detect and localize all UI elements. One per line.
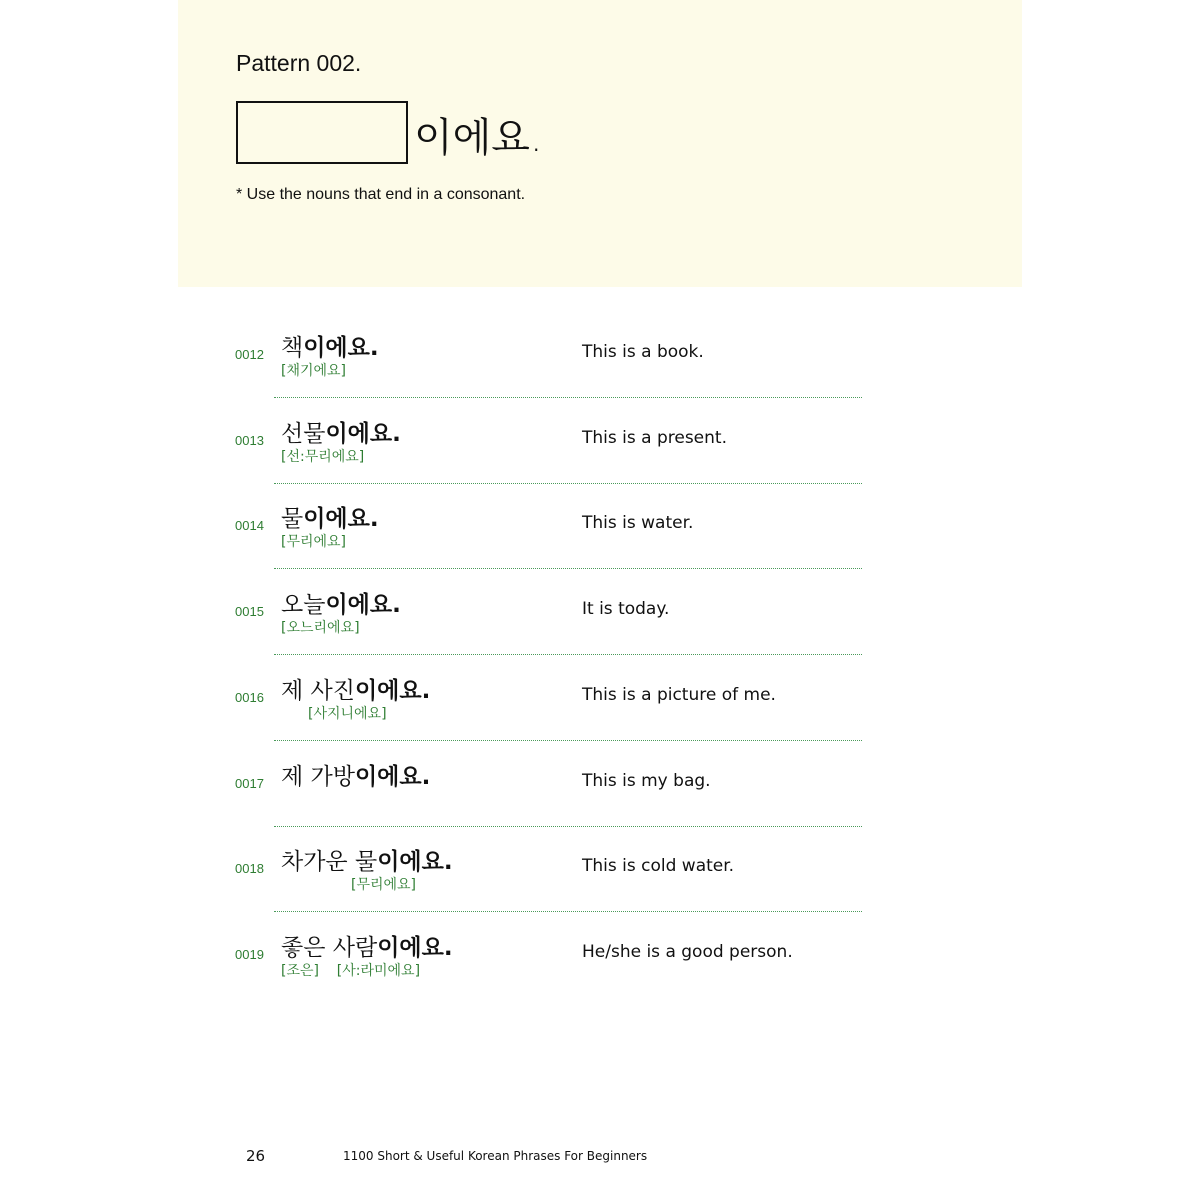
phrase-row (0, 664, 1200, 750)
korean-noun: 선물 (281, 420, 326, 447)
phrase-number: 0012 (235, 347, 264, 362)
english-translation: This is a picture of me. (582, 684, 776, 705)
english-translation: This is water. (582, 513, 694, 534)
phrase-number: 0017 (235, 775, 264, 791)
pattern-note: * Use the nouns that end in a consonant. (236, 186, 526, 203)
pattern-title: Pattern 002. (236, 50, 362, 76)
row-divider (274, 568, 862, 569)
korean-ending: 이에요. (303, 335, 379, 361)
korean-ending: 이에요. (325, 592, 401, 619)
phrase-row (0, 835, 1200, 921)
korean-ending: 이에요. (354, 763, 431, 790)
korean-phrase (281, 415, 401, 448)
korean-phrase (281, 329, 379, 362)
korean-ending: 이에요. (325, 420, 401, 447)
korean-phrase (281, 500, 379, 533)
phrase-number: 0014 (235, 518, 264, 534)
phrase-number: 0015 (235, 604, 264, 620)
pronunciation: [채기에요] (281, 363, 347, 379)
phrase-number: 0019 (235, 946, 264, 962)
korean-ending: 이에요. (303, 506, 379, 533)
row-divider (274, 654, 862, 655)
phrase-row (0, 407, 1200, 493)
korean-noun: 물 (281, 506, 304, 533)
korean-phrase (281, 929, 453, 962)
korean-noun: 제 가방 (281, 763, 355, 790)
page-number: 26 (246, 1147, 266, 1165)
phrase-row (0, 921, 1200, 1007)
phrase-number: 0018 (235, 861, 264, 877)
english-translation: He/she is a good person. (582, 941, 793, 962)
english-translation: It is today. (582, 599, 670, 620)
phrase-row (0, 321, 1200, 407)
pronunciation: [사지니에요] (308, 705, 387, 722)
english-translation: This is a book. (582, 342, 704, 362)
korean-ending: 이에요. (354, 677, 431, 704)
korean-phrase (281, 586, 401, 619)
pattern-suffix: 이에요. (414, 115, 543, 161)
row-divider (274, 911, 862, 912)
pronunciation: [무리에요] (281, 534, 347, 551)
korean-phrase (281, 672, 430, 705)
korean-ending: 이에요. (377, 934, 453, 961)
phrase-row (0, 578, 1200, 664)
phrase-number: 0016 (235, 689, 264, 705)
pronunciation: [오느리에요] (281, 620, 360, 637)
book-title: 1100 Short & Useful Korean Phrases For Beginners (343, 1149, 648, 1163)
pronunciation: [조은] [사:라미에요] (281, 962, 421, 979)
korean-noun: 제 사진 (281, 677, 355, 704)
korean-noun: 좋은 사람 (281, 934, 378, 961)
row-divider (274, 740, 862, 741)
korean-noun: 차가운 물 (281, 849, 378, 876)
pattern-header (178, 0, 1022, 287)
korean-noun: 오늘 (281, 592, 326, 619)
row-divider (274, 483, 862, 484)
english-translation: This is cold water. (582, 856, 735, 877)
phrase-number: 0013 (235, 432, 264, 448)
row-divider (274, 397, 862, 398)
blank-box (236, 101, 408, 164)
pronunciation: [선:무리에요] (281, 448, 365, 465)
phrase-row (0, 492, 1200, 578)
korean-ending: 이에요. (377, 849, 453, 876)
pronunciation: [무리에요] (351, 877, 417, 894)
row-divider (274, 826, 862, 827)
english-translation: This is a present. (582, 427, 727, 448)
english-translation: This is my bag. (582, 770, 711, 791)
phrase-row (0, 750, 1200, 836)
korean-phrase (281, 758, 430, 791)
korean-phrase (281, 843, 453, 876)
korean-noun: 책 (281, 335, 304, 361)
